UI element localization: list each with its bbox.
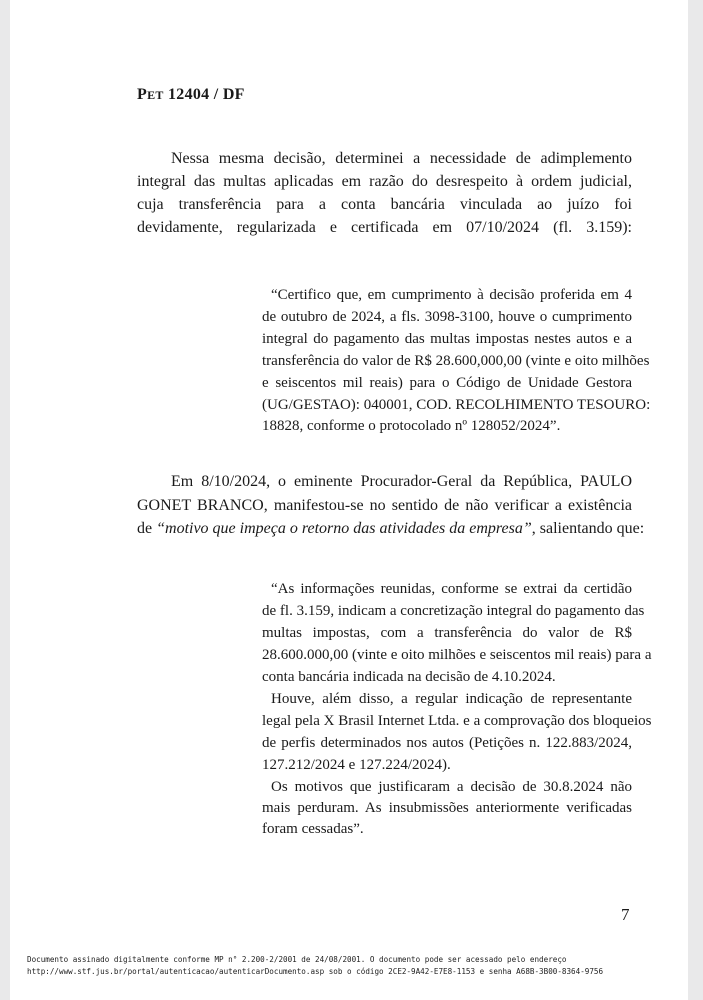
text-line xyxy=(137,520,645,538)
footer-line: Documento assinado digitalmente conforme MP n° 2.200-2/2001 de 24/08/2001. O documento pode ser acessado pelo endereço xyxy=(27,955,567,964)
text-line: cuja transferência para a conta bancária vinculada ao juízo foi xyxy=(137,196,632,213)
quote-line: de perfis determinados nos autos (Petições n. 122.883/2024, xyxy=(262,735,632,751)
text-line: integral das multas aplicadas em razão do desrespeito à ordem judicial, xyxy=(137,173,632,190)
case-header xyxy=(137,86,245,104)
quote-line: legal pela X Brasil Internet Ltda. e a comprovação dos bloqueios xyxy=(262,713,652,729)
text-span: de xyxy=(137,520,157,537)
text-line: Nessa mesma decisão, determinei a necessidade de adimplemento xyxy=(171,150,632,167)
quote-line: multas impostas, com a transferência do valor de R$ xyxy=(262,625,632,641)
quote-line: de outubro de 2024, a fls. 3098-3100, houve o cumprimento xyxy=(262,309,632,325)
header-rest: 12404 / DF xyxy=(163,86,245,103)
quote-line: e seiscentos mil reais) para o Código de Unidade Gestora xyxy=(262,375,632,391)
quote-line: 127.212/2024 e 127.224/2024). xyxy=(262,757,451,773)
text-line: devidamente, regularizada e certificada em 07/10/2024 (fl. 3.159): xyxy=(137,219,632,236)
italic-quote: “motivo que impeça o retorno das atividades da empresa” xyxy=(156,520,532,537)
text-line: GONET BRANCO, manifestou-se no sentido de não verificar a existência xyxy=(137,497,632,514)
text-line: Em 8/10/2024, o eminente Procurador-Geral da República, PAULO xyxy=(171,473,632,490)
text-span: , salientando que: xyxy=(531,520,645,537)
quote-line: transferência do valor de R$ 28.600,000,00 (vinte e oito milhões xyxy=(262,353,650,369)
quote-line: Os motivos que justificaram a decisão de 30.8.2024 não xyxy=(271,779,632,795)
quote-line: integral do pagamento das multas impostas nestes autos e a xyxy=(262,331,632,347)
quote-line: (UG/GESTAO): 040001, COD. RECOLHIMENTO TESOURO: xyxy=(262,397,651,413)
footer-line: http://www.stf.jus.br/portal/autenticacao/autenticarDocumento.asp sob o código 2CE2-9A42-E7E8-1153 e senha A68B-3B00-8364-9756 xyxy=(27,967,604,976)
quote-line: de fl. 3.159, indicam a concretização integral do pagamento das xyxy=(262,603,645,619)
page-number: 7 xyxy=(621,905,630,924)
header-et: ET xyxy=(147,88,164,102)
quote-line: “Certifico que, em cumprimento à decisão proferida em 4 xyxy=(271,287,632,303)
quote-line: conta bancária indicada na decisão de 4.10.2024. xyxy=(262,669,556,685)
quote-line: 18828, conforme o protocolado nº 128052/2024”. xyxy=(262,418,561,434)
quote-line: Houve, além disso, a regular indicação de representante xyxy=(271,691,632,707)
quote-line: mais perduram. As insubmissões anteriormente verificadas xyxy=(262,800,632,816)
quote-line: “As informações reunidas, conforme se extrai da certidão xyxy=(271,581,632,597)
quote-line: 28.600.000,00 (vinte e oito milhões e seiscentos mil reais) para a xyxy=(262,647,652,663)
quote-line: foram cessadas”. xyxy=(262,821,364,837)
header-p: P xyxy=(137,86,148,103)
